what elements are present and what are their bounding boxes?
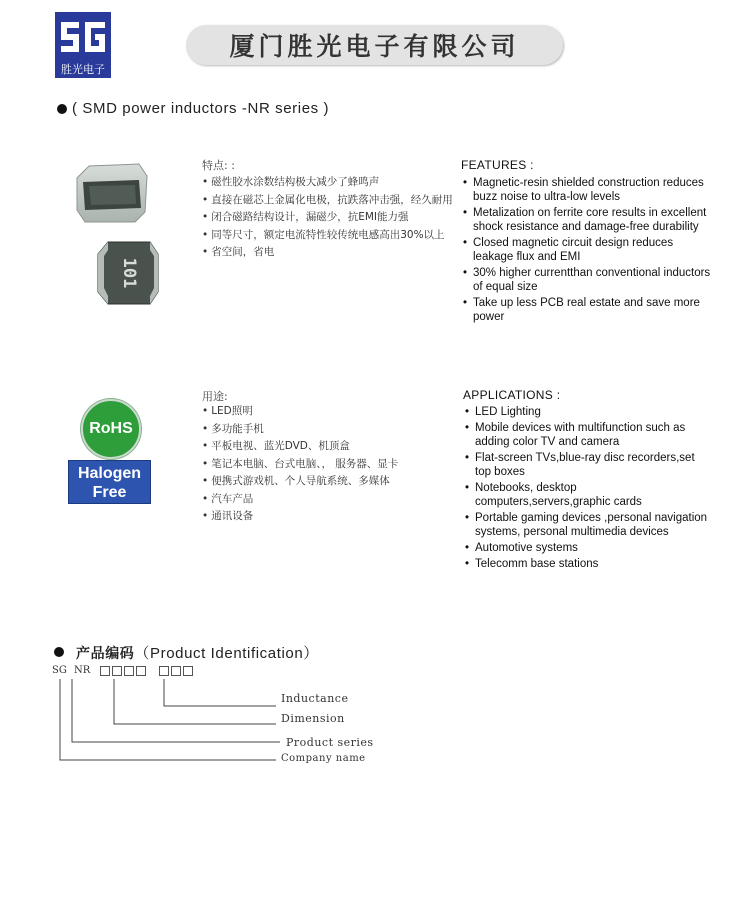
code-sg: SG xyxy=(52,665,67,676)
applications-en-label: APPLICATIONS : xyxy=(463,388,561,402)
list-item: • LED Lighting xyxy=(463,405,713,419)
product-marking: 101 xyxy=(119,257,139,289)
label-company-name: Company name xyxy=(281,753,366,764)
list-item: • LED照明 xyxy=(202,403,398,421)
list-item: • Take up less PCB real estate and save more power xyxy=(461,296,711,324)
applications-cn-label: 用途: xyxy=(202,390,228,403)
identification-title-en: （Product Identification） xyxy=(134,645,319,662)
label-inductance: Inductance xyxy=(281,692,349,705)
label-product-series: Product series xyxy=(286,736,374,749)
identification-title-cn: 产品编码 xyxy=(76,646,135,662)
list-item: • Telecomm base stations xyxy=(463,557,713,571)
list-item: • 多功能手机 xyxy=(202,421,398,439)
list-item: • 省空间，省电 xyxy=(202,244,453,262)
list-item: • Metalization on ferrite core results in excellent shock resistance and damage-free durability xyxy=(461,206,711,234)
list-item: • 同等尺寸，额定电流特性较传统电感高出30%以上 xyxy=(202,227,453,245)
logo-subtitle: 胜光电子 xyxy=(61,63,105,76)
list-item: • 闭合磁路结构设计，漏磁少，抗EMI能力强 xyxy=(202,209,453,227)
list-item: • Automotive systems xyxy=(463,541,713,555)
list-item: • Flat-screen TVs,blue-ray disc recorders,set top boxes xyxy=(463,451,713,479)
list-item: • 笔记本电脑、台式电脑、， 服务器、显卡 xyxy=(202,456,398,474)
list-item: • Mobile devices with multifunction such as adding color TV and camera xyxy=(463,421,713,449)
list-item: • 便携式游戏机、个人导航系统、多媒体 xyxy=(202,473,398,491)
list-item: • 直接在磁芯上金属化电极，抗跌落冲击强，经久耐用 xyxy=(202,192,453,210)
features-cn-label: 特点: : xyxy=(202,159,235,172)
list-item: • 磁性胶水涂数结构极大减少了蜂鸣声 xyxy=(202,174,453,192)
list-item: • 汽车产品 xyxy=(202,491,398,509)
list-item: • 30% higher currentthan conventional inductors of equal size xyxy=(461,266,711,294)
list-item: • Portable gaming devices ,personal navigation systems, personal multimedia devices xyxy=(463,511,713,539)
list-item: • Notebooks, desktop computers,servers,graphic cards xyxy=(463,481,713,509)
halogen-line-1: Halogen xyxy=(77,465,142,482)
features-en-label: FEATURES : xyxy=(461,158,534,172)
list-item: • 通讯设备 xyxy=(202,508,398,526)
list-item: • 平板电视、蓝光DVD、机顶盒 xyxy=(202,438,398,456)
section-title: ( SMD power inductors -NR series ) xyxy=(72,100,330,117)
halogen-line-2: Free xyxy=(92,484,127,501)
list-item: • Magnetic-resin shielded construction reduces buzz noise to ultra-low levels xyxy=(461,176,711,204)
rohs-badge: RoHS xyxy=(81,399,141,459)
code-nr: NR xyxy=(74,665,91,676)
company-name: 厦门胜光电子有限公司 xyxy=(229,32,520,61)
list-item: • Closed magnetic circuit design reduces leakage flux and EMI xyxy=(461,236,711,264)
label-dimension: Dimension xyxy=(281,712,345,725)
